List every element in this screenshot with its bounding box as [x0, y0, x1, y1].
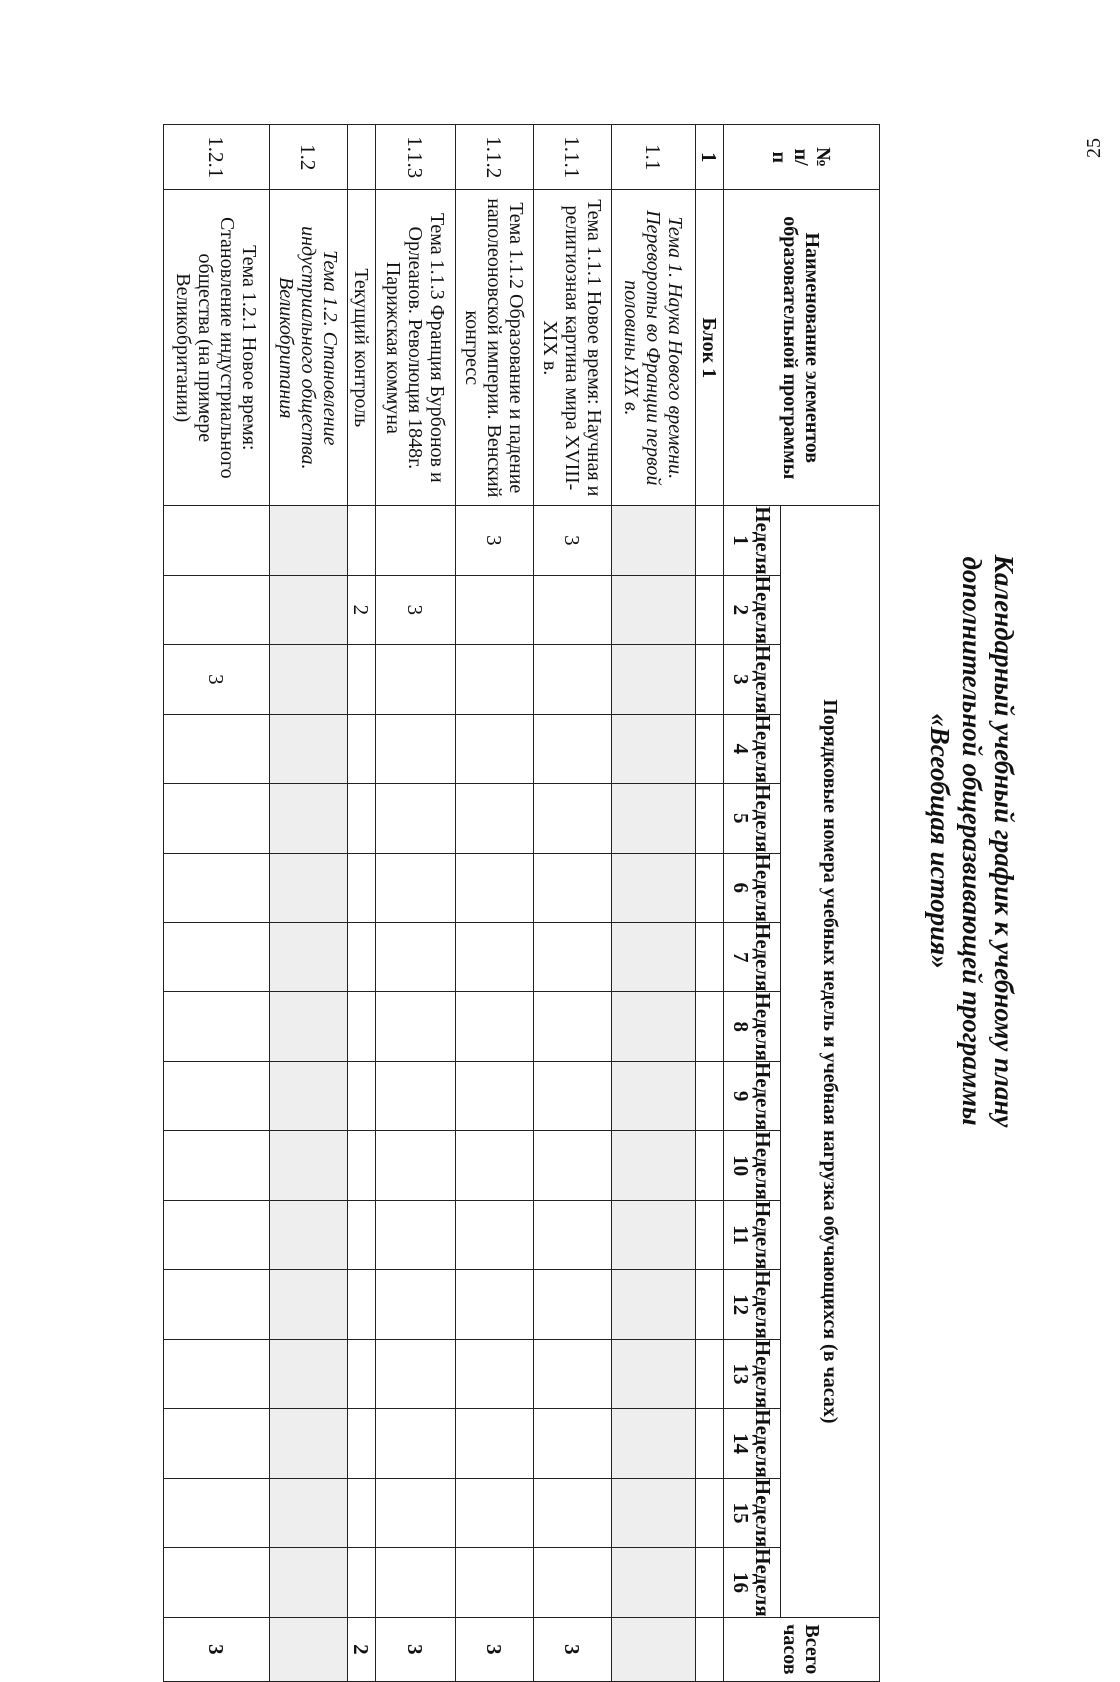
- week-cell: [612, 506, 696, 575]
- week-cell: [270, 1478, 348, 1547]
- week-cell: [270, 575, 348, 644]
- week-cell: [696, 714, 724, 783]
- week-cell: 3: [164, 645, 270, 714]
- week-header: Неделя 2: [724, 575, 781, 644]
- week-cell: [376, 1270, 456, 1339]
- week-cell: [376, 784, 456, 853]
- week-cell: [270, 1061, 348, 1130]
- week-header: Неделя 13: [724, 1339, 781, 1408]
- table-row: [270, 125, 348, 1682]
- week-cell: [456, 784, 534, 853]
- row-total: 2: [348, 1617, 376, 1681]
- week-cell: [456, 1061, 534, 1130]
- week-cell: [534, 923, 612, 992]
- week-cell: [612, 1061, 696, 1130]
- week-cell: [376, 1548, 456, 1617]
- week-cell: [696, 923, 724, 992]
- week-cell: [348, 714, 376, 783]
- week-cell: [376, 1200, 456, 1269]
- row-number: 1: [696, 125, 724, 190]
- week-header: Неделя 15: [724, 1478, 781, 1547]
- week-cell: [696, 1548, 724, 1617]
- week-cell: [270, 714, 348, 783]
- week-cell: [534, 575, 612, 644]
- week-cell: [456, 714, 534, 783]
- week-cell: [348, 784, 376, 853]
- week-cell: [612, 992, 696, 1061]
- week-cell: [612, 1339, 696, 1408]
- week-cell: 3: [534, 506, 612, 575]
- week-cell: [376, 645, 456, 714]
- week-cell: [348, 992, 376, 1061]
- week-cell: [164, 784, 270, 853]
- week-cell: [456, 923, 534, 992]
- week-cell: [164, 575, 270, 644]
- table-row: [612, 125, 696, 1682]
- week-cell: [456, 1548, 534, 1617]
- week-cell: 3: [456, 506, 534, 575]
- week-cell: [348, 1409, 376, 1478]
- week-cell: [164, 923, 270, 992]
- week-cell: [456, 1270, 534, 1339]
- week-cell: [612, 1270, 696, 1339]
- row-total: [696, 1617, 724, 1681]
- week-cell: [348, 1200, 376, 1269]
- week-cell: [164, 714, 270, 783]
- col-num-header: № п/п: [724, 125, 880, 190]
- week-header: Неделя 8: [724, 992, 781, 1061]
- week-cell: [270, 1548, 348, 1617]
- week-cell: [270, 1409, 348, 1478]
- week-cell: [164, 1478, 270, 1547]
- row-total: 3: [164, 1617, 270, 1681]
- week-cell: [534, 714, 612, 783]
- page-number: 25: [1083, 138, 1105, 158]
- week-cell: [534, 992, 612, 1061]
- week-cell: [348, 506, 376, 575]
- week-cell: [376, 1061, 456, 1130]
- week-header: Неделя 4: [724, 714, 781, 783]
- title-line-3: «Всеобщая история»: [925, 713, 955, 969]
- week-cell: [534, 645, 612, 714]
- week-cell: [164, 1200, 270, 1269]
- week-header: Неделя 3: [724, 645, 781, 714]
- row-total: 3: [534, 1617, 612, 1681]
- row-name: Тема 1.2. Становление индустриального общества. Великобритания: [270, 190, 348, 506]
- week-cell: 3: [376, 575, 456, 644]
- weeks-group-header: Порядковые номера учебных недель и учебная нагрузка обучающихся (в часах): [781, 506, 880, 1618]
- week-cell: [348, 1131, 376, 1200]
- week-cell: [612, 575, 696, 644]
- week-header: Неделя 9: [724, 1061, 781, 1130]
- week-header: Неделя 7: [724, 923, 781, 992]
- week-cell: [164, 1270, 270, 1339]
- week-cell: [612, 1548, 696, 1617]
- row-total: 3: [456, 1617, 534, 1681]
- week-cell: [696, 992, 724, 1061]
- week-cell: [270, 1200, 348, 1269]
- week-header: Неделя 14: [724, 1409, 781, 1478]
- row-number: 1.1.1: [534, 125, 612, 190]
- week-cell: [696, 506, 724, 575]
- week-cell: [270, 992, 348, 1061]
- week-cell: [270, 923, 348, 992]
- week-header: Неделя 16: [724, 1548, 781, 1617]
- week-cell: [376, 992, 456, 1061]
- week-cell: [534, 784, 612, 853]
- week-cell: [348, 1270, 376, 1339]
- row-name: Тема 1.1.1 Новое время: Научная и религиозная картина мира XVIII-XIX в.: [534, 190, 612, 506]
- week-cell: [270, 784, 348, 853]
- week-cell: [348, 1548, 376, 1617]
- week-cell: [456, 1200, 534, 1269]
- week-cell: [696, 1061, 724, 1130]
- week-cell: [612, 714, 696, 783]
- week-cell: [696, 575, 724, 644]
- week-cell: [164, 1339, 270, 1408]
- week-cell: [270, 506, 348, 575]
- week-cell: [456, 575, 534, 644]
- week-cell: [376, 1409, 456, 1478]
- week-cell: [164, 992, 270, 1061]
- row-number: [348, 125, 376, 190]
- row-number: 1.1.3: [376, 125, 456, 190]
- week-cell: [612, 1200, 696, 1269]
- row-name: Текущий контроль: [348, 190, 376, 506]
- row-number: 1.2.1: [164, 125, 270, 190]
- row-name: Тема 1.2.1 Новое время: Становление индустриального общества (на примере Великобритании): [164, 190, 270, 506]
- week-header: Неделя 5: [724, 784, 781, 853]
- table-row: [456, 125, 534, 1682]
- week-cell: [456, 645, 534, 714]
- week-header: Неделя 1: [724, 506, 781, 575]
- week-cell: [376, 714, 456, 783]
- table-row: [534, 125, 612, 1682]
- week-cell: [270, 853, 348, 922]
- week-cell: [534, 1061, 612, 1130]
- week-header: Неделя 12: [724, 1270, 781, 1339]
- week-cell: [612, 784, 696, 853]
- week-cell: [696, 1270, 724, 1339]
- week-cell: [612, 853, 696, 922]
- week-header: Неделя 11: [724, 1200, 781, 1269]
- col-name-header: Наименование элементов образовательной программы: [724, 190, 880, 506]
- week-cell: [348, 853, 376, 922]
- title-line-1: Календарный учебный график к учебному плану: [989, 554, 1019, 1128]
- week-cell: [376, 1478, 456, 1547]
- week-cell: [534, 853, 612, 922]
- table-row: [696, 125, 724, 1682]
- week-cell: [376, 1339, 456, 1408]
- week-cell: [376, 506, 456, 575]
- week-cell: [612, 1478, 696, 1547]
- table-row: [164, 125, 270, 1682]
- title-line-2: дополнительной общеразвивающей программы: [957, 556, 987, 1126]
- week-cell: [612, 1131, 696, 1200]
- week-cell: 2: [348, 575, 376, 644]
- week-cell: [696, 1478, 724, 1547]
- table-row: [348, 125, 376, 1682]
- week-cell: [270, 1339, 348, 1408]
- week-cell: [534, 1200, 612, 1269]
- week-cell: [534, 1339, 612, 1408]
- row-name: Тема 1. Наука Нового времени. Перевороты во Франции первой половины XIX в.: [612, 190, 696, 506]
- week-cell: [348, 645, 376, 714]
- week-cell: [348, 923, 376, 992]
- week-cell: [456, 1409, 534, 1478]
- row-total: [612, 1617, 696, 1681]
- week-cell: [376, 1131, 456, 1200]
- week-cell: [612, 645, 696, 714]
- total-header: Всего часов: [724, 1617, 880, 1681]
- week-cell: [696, 784, 724, 853]
- week-cell: [696, 853, 724, 922]
- row-number: 1.1.2: [456, 125, 534, 190]
- week-cell: [376, 923, 456, 992]
- week-cell: [348, 1061, 376, 1130]
- week-cell: [534, 1131, 612, 1200]
- week-cell: [612, 1409, 696, 1478]
- week-cell: [164, 1409, 270, 1478]
- week-cell: [456, 1478, 534, 1547]
- week-cell: [534, 1409, 612, 1478]
- week-cell: [270, 645, 348, 714]
- week-cell: [696, 1131, 724, 1200]
- row-number: 1.2: [270, 125, 348, 190]
- week-cell: [270, 1131, 348, 1200]
- week-cell: [696, 1409, 724, 1478]
- week-cell: [612, 923, 696, 992]
- schedule-table: [163, 124, 880, 1682]
- week-cell: [348, 1339, 376, 1408]
- week-cell: [696, 1339, 724, 1408]
- table-row: [376, 125, 456, 1682]
- week-cell: [456, 1131, 534, 1200]
- week-cell: [534, 1478, 612, 1547]
- week-cell: [534, 1270, 612, 1339]
- week-cell: [270, 1270, 348, 1339]
- week-cell: [164, 853, 270, 922]
- row-total: 3: [376, 1617, 456, 1681]
- week-cell: [348, 1478, 376, 1547]
- week-header: Неделя 10: [724, 1131, 781, 1200]
- week-cell: [164, 1061, 270, 1130]
- row-number: 1.1: [612, 125, 696, 190]
- row-name: Блок 1: [696, 190, 724, 506]
- week-cell: [164, 1548, 270, 1617]
- week-cell: [696, 645, 724, 714]
- week-cell: [696, 1200, 724, 1269]
- document-title: [924, 0, 1020, 1682]
- week-cell: [164, 1131, 270, 1200]
- week-cell: [456, 1339, 534, 1408]
- week-cell: [534, 1548, 612, 1617]
- row-total: [270, 1617, 348, 1681]
- week-cell: [376, 853, 456, 922]
- row-name: Тема 1.1.3 Франция Бурбонов и Орлеанов. Революция 1848г. Парижская коммуна: [376, 190, 456, 506]
- week-cell: [456, 992, 534, 1061]
- week-cell: [456, 853, 534, 922]
- row-name: Тема 1.1.2 Образование и падение наполеоновской империи. Венский конгресс: [456, 190, 534, 506]
- week-cell: [164, 506, 270, 575]
- week-header: Неделя 6: [724, 853, 781, 922]
